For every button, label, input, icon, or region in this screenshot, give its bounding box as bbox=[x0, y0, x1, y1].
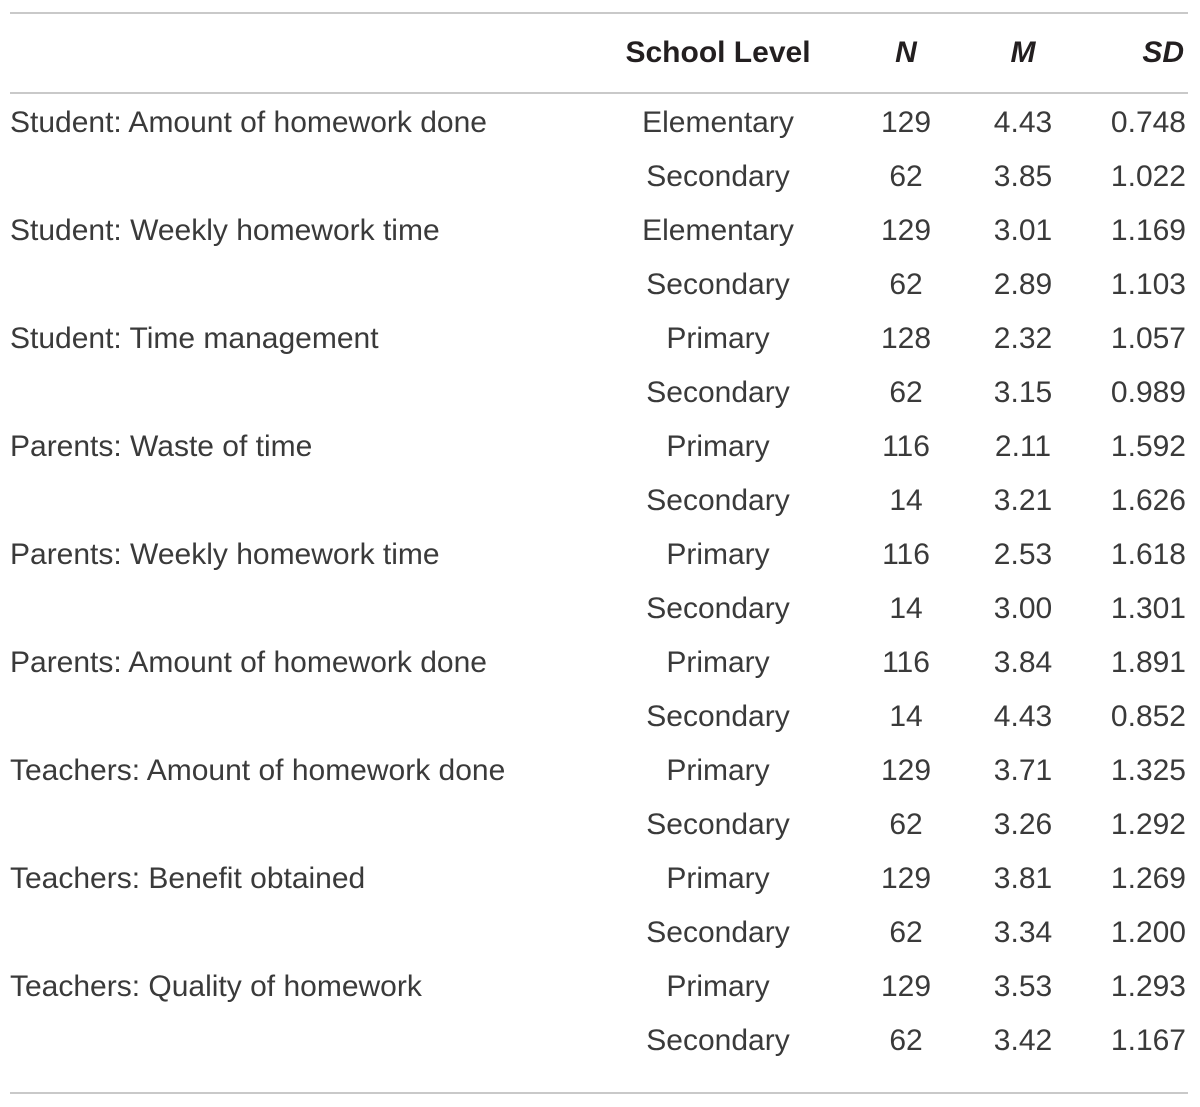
cell-sd: 1.325 bbox=[1110, 754, 1186, 787]
cell-n: 14 bbox=[889, 700, 923, 733]
cell-m: 3.84 bbox=[993, 646, 1053, 679]
cell-school-level: Secondary bbox=[646, 916, 790, 949]
cell-school-level: Primary bbox=[666, 538, 770, 571]
cell-variable bbox=[10, 798, 598, 852]
header-n: N bbox=[895, 36, 917, 69]
cell-sd: 0.852 bbox=[1110, 700, 1186, 733]
cell-variable bbox=[10, 582, 598, 636]
header-row bbox=[10, 14, 1188, 92]
cell-n: 62 bbox=[889, 268, 923, 301]
cell-school-level: Secondary bbox=[646, 484, 790, 517]
cell-sd: 0.989 bbox=[1110, 376, 1186, 409]
cell-sd: 1.592 bbox=[1110, 430, 1186, 463]
cell-m: 3.81 bbox=[993, 862, 1053, 895]
cell-n: 129 bbox=[880, 862, 932, 895]
cell-m: 2.89 bbox=[993, 268, 1053, 301]
cell-sd: 1.891 bbox=[1110, 646, 1186, 679]
cell-n: 62 bbox=[889, 160, 923, 193]
cell-school-level: Primary bbox=[666, 430, 770, 463]
cell-m: 2.11 bbox=[994, 430, 1052, 463]
cell-n: 62 bbox=[889, 1024, 923, 1057]
cell-m: 3.21 bbox=[993, 484, 1053, 517]
cell-sd: 0.748 bbox=[1110, 106, 1186, 139]
cell-n: 62 bbox=[889, 916, 923, 949]
table-row bbox=[10, 420, 1188, 474]
cell-variable: Student: Amount of homework done bbox=[10, 106, 487, 139]
cell-n: 14 bbox=[889, 592, 923, 625]
cell-variable: Teachers: Quality of homework bbox=[10, 970, 422, 1003]
cell-m: 4.43 bbox=[993, 700, 1053, 733]
cell-sd: 1.169 bbox=[1110, 214, 1186, 247]
cell-variable bbox=[10, 1014, 598, 1068]
cell-m: 3.01 bbox=[993, 214, 1053, 247]
cell-m: 3.00 bbox=[993, 592, 1053, 625]
cell-school-level: Secondary bbox=[646, 160, 790, 193]
cell-school-level: Secondary bbox=[646, 808, 790, 841]
table-row bbox=[10, 528, 1188, 582]
cell-m: 3.15 bbox=[993, 376, 1053, 409]
table-row bbox=[10, 366, 1188, 420]
cell-school-level: Primary bbox=[666, 862, 770, 895]
table-row bbox=[10, 1014, 1188, 1068]
cell-n: 116 bbox=[882, 538, 930, 571]
cell-variable: Student: Time management bbox=[10, 322, 379, 355]
cell-n: 128 bbox=[880, 322, 932, 355]
cell-n: 62 bbox=[889, 808, 923, 841]
cell-variable bbox=[10, 474, 598, 528]
table-row bbox=[10, 204, 1188, 258]
cell-school-level: Primary bbox=[666, 970, 770, 1003]
table-row bbox=[10, 312, 1188, 366]
table-row bbox=[10, 906, 1188, 960]
cell-m: 3.85 bbox=[993, 160, 1053, 193]
cell-m: 4.43 bbox=[993, 106, 1053, 139]
cell-school-level: Secondary bbox=[646, 592, 790, 625]
cell-sd: 1.057 bbox=[1110, 322, 1186, 355]
header-school-level: School Level bbox=[625, 36, 811, 69]
table-header bbox=[10, 14, 1188, 92]
cell-n: 129 bbox=[880, 970, 932, 1003]
table-row bbox=[10, 258, 1188, 312]
cell-n: 116 bbox=[882, 646, 930, 679]
table-bottom-rule bbox=[10, 1092, 1188, 1094]
cell-variable: Parents: Waste of time bbox=[10, 430, 313, 463]
statistics-table bbox=[10, 14, 1188, 1068]
cell-school-level: Elementary bbox=[642, 214, 794, 247]
header-variable bbox=[10, 14, 598, 92]
cell-variable: Teachers: Amount of homework done bbox=[10, 754, 506, 787]
cell-sd: 1.022 bbox=[1110, 160, 1186, 193]
table-row bbox=[10, 474, 1188, 528]
table-row bbox=[10, 960, 1188, 1014]
cell-n: 129 bbox=[880, 754, 932, 787]
cell-m: 3.34 bbox=[993, 916, 1053, 949]
cell-sd: 1.293 bbox=[1110, 970, 1186, 1003]
cell-variable: Parents: Amount of homework done bbox=[10, 646, 487, 679]
table-row bbox=[10, 96, 1188, 150]
cell-school-level: Primary bbox=[666, 754, 770, 787]
cell-m: 3.26 bbox=[993, 808, 1053, 841]
table-body bbox=[10, 92, 1188, 1068]
header-m: M bbox=[1010, 36, 1036, 69]
cell-variable bbox=[10, 150, 598, 204]
cell-variable bbox=[10, 906, 598, 960]
cell-school-level: Secondary bbox=[646, 268, 790, 301]
cell-sd: 1.269 bbox=[1110, 862, 1186, 895]
cell-sd: 1.618 bbox=[1110, 538, 1186, 571]
cell-school-level: Primary bbox=[666, 646, 770, 679]
cell-variable bbox=[10, 366, 598, 420]
cell-school-level: Secondary bbox=[646, 376, 790, 409]
cell-sd: 1.200 bbox=[1110, 916, 1186, 949]
cell-m: 3.42 bbox=[993, 1024, 1053, 1057]
cell-school-level: Secondary bbox=[646, 700, 790, 733]
table-row bbox=[10, 798, 1188, 852]
cell-school-level: Elementary bbox=[642, 106, 794, 139]
table-row bbox=[10, 150, 1188, 204]
cell-n: 129 bbox=[880, 106, 932, 139]
cell-sd: 1.292 bbox=[1110, 808, 1186, 841]
table-row bbox=[10, 744, 1188, 798]
cell-m: 3.53 bbox=[993, 970, 1053, 1003]
cell-m: 3.71 bbox=[993, 754, 1053, 787]
cell-variable: Parents: Weekly homework time bbox=[10, 538, 440, 571]
cell-variable bbox=[10, 690, 598, 744]
header-sd: SD bbox=[1142, 36, 1184, 69]
cell-m: 2.53 bbox=[993, 538, 1053, 571]
cell-variable: Student: Weekly homework time bbox=[10, 214, 440, 247]
cell-n: 129 bbox=[880, 214, 932, 247]
table-row bbox=[10, 582, 1188, 636]
cell-n: 62 bbox=[889, 376, 923, 409]
table-row bbox=[10, 852, 1188, 906]
cell-variable: Teachers: Benefit obtained bbox=[10, 862, 366, 895]
cell-sd: 1.167 bbox=[1110, 1024, 1186, 1057]
cell-sd: 1.301 bbox=[1110, 592, 1186, 625]
cell-school-level: Secondary bbox=[646, 1024, 790, 1057]
table-row bbox=[10, 636, 1188, 690]
table-row bbox=[10, 690, 1188, 744]
cell-variable bbox=[10, 258, 598, 312]
cell-m: 2.32 bbox=[993, 322, 1053, 355]
cell-sd: 1.626 bbox=[1110, 484, 1186, 517]
cell-n: 116 bbox=[882, 430, 930, 463]
cell-n: 14 bbox=[889, 484, 923, 517]
cell-sd: 1.103 bbox=[1110, 268, 1186, 301]
cell-school-level: Primary bbox=[666, 322, 770, 355]
